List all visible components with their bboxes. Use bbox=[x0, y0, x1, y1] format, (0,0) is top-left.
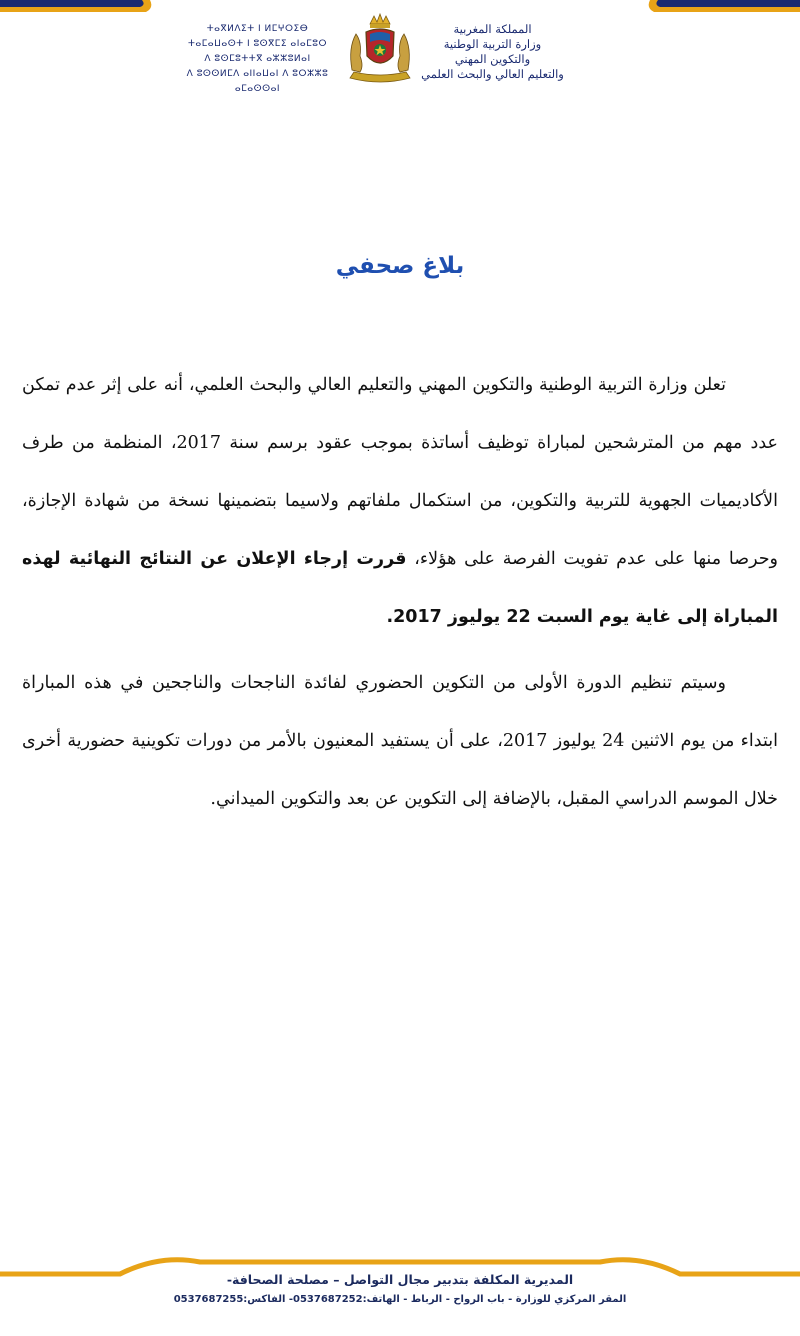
tifinagh-line: ⵜⴰⴳⵍⴷⵉⵜ ⵏ ⵍⵎⵖⵔⵉⴱ bbox=[206, 24, 309, 34]
top-left-corner-decoration bbox=[0, 0, 160, 14]
arabic-header-line: وزارة التربية الوطنية bbox=[443, 37, 542, 51]
tifinagh-line: ⴷ ⵓⵙⵙⵍⵎⴷ ⴰⵏⵏⴰⵡⴰⵏ ⴷ ⵓⵔⵣⵣⵓ ⴰⵎⴰⵙⵙⴰⵏ bbox=[186, 69, 329, 94]
page-title: بلاغ صحفي bbox=[335, 253, 465, 279]
arabic-header-line: المملكة المغربية bbox=[453, 22, 532, 36]
arabic-header-line: والتكوين المهني bbox=[454, 52, 531, 66]
arabic-header-line: والتعليم العالي والبحث العلمي bbox=[421, 67, 564, 81]
moroccan-coat-of-arms-icon bbox=[346, 12, 414, 84]
paragraph-1 bbox=[22, 356, 778, 646]
top-right-corner-decoration bbox=[640, 0, 800, 14]
footer-contact: المقر المركزي للوزارة - باب الرواح - الرباط - الهاتف:0537687252- الفاكس:0537687255 bbox=[173, 1294, 627, 1305]
tifinagh-line: ⵜⴰⵎⴰⵡⴰⵙⵜ ⵏ ⵓⵙⴳⵎⵉ ⴰⵏⴰⵎⵓⵔ bbox=[187, 39, 327, 49]
header-arabic bbox=[405, 22, 580, 82]
tifinagh-line: ⴷ ⵓⵙⵎⵓⵜⵜⴳ ⴰⵣⵣⵓⵍⴰⵏ bbox=[204, 54, 311, 64]
header-tifinagh bbox=[165, 22, 350, 97]
press-release-body bbox=[22, 356, 778, 828]
paragraph-2: وسيتم تنظيم الدورة الأولى من التكوين الحضوري لفائدة الناجحات والناجحين في هذه المباراة ابتداء من يوم الاثنين 24 يوليوز 2017، على أن يستفيد المعنيون بالأمر من دورات تكوينية حضورية أخرى خلال الموسم الدراسي المقبل، بالإضافة إلى التكوين عن بعد والتكوين الميداني. bbox=[22, 673, 778, 809]
paragraph-1-text: تعلن وزارة التربية الوطنية والتكوين المهني والتعليم العالي والبحث العلمي، أنه على إثر عدم تمكن عدد مهم من المترشحين لمباراة توظيف أساتذة بموجب عقود برسم سنة 2017، المنظمة من طرف الأكاديميات الجهوية للتربية والتكوين، من استكمال ملفاتهم ولاسيما بتضمينها نسخة من شهادة الإجازة، وحرصا منها على عدم تفويت الفرصة على هؤلاء، bbox=[22, 375, 778, 569]
paragraph-1-bold: قررت إرجاء الإعلان عن النتائج النهائية لهذه المباراة إلى غاية يوم السبت 22 يوليوز 2017. bbox=[22, 549, 778, 627]
footer-directorate: المديرية المكلفة بتدبير مجال التواصل – مصلحة الصحافة- bbox=[226, 1272, 574, 1287]
